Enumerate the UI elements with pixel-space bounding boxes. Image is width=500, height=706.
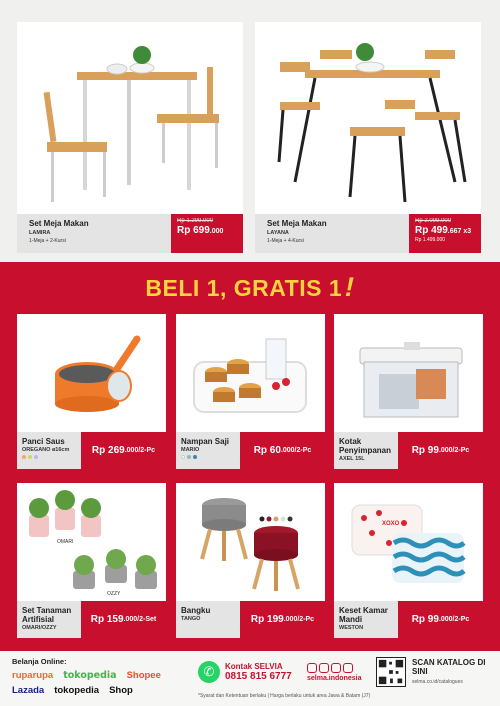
old-price: Rp 1.299.000	[177, 218, 214, 224]
product-card-set-tanaman[interactable]	[17, 483, 166, 638]
tokopedia-link[interactable]: tokopedia	[63, 670, 117, 681]
bath-mat-photo	[334, 483, 483, 601]
price-box: Rp 159 .000/2-Set	[81, 601, 166, 638]
online-stores	[12, 657, 161, 696]
product-sub: 1-Meja + 4-Kursi	[267, 238, 304, 244]
old-price: Rp 2.099.000	[415, 218, 452, 224]
product-card-bangku[interactable]	[176, 483, 325, 638]
artificial-plants-photo	[17, 483, 166, 601]
scan-url[interactable]: selma.co.id/catalogues	[412, 678, 463, 685]
ozzy-label: OZZY	[107, 591, 121, 597]
product-label-bar	[334, 601, 483, 638]
product-label-bar	[17, 214, 243, 253]
product-card-panci-saus[interactable]	[17, 314, 166, 469]
social-block[interactable]	[307, 663, 361, 682]
lazada-link[interactable]: Lazada	[12, 685, 45, 696]
contact-phone: 0815 815 6777	[225, 671, 292, 682]
footer	[0, 651, 500, 706]
product-name: Set Tanaman Artifisial	[22, 606, 72, 625]
price-box: Rp 60 .000/2-Pc	[240, 432, 325, 469]
tiktok-icon	[331, 663, 341, 673]
price-box: Rp 199 .000/2-Pc	[240, 601, 325, 638]
product-name: Set Meja Makan	[267, 219, 327, 228]
product-model: TANGO	[181, 616, 201, 623]
product-model: AXEL 15L	[339, 456, 365, 463]
product-name: Panci Saus	[22, 437, 65, 446]
facebook-icon	[319, 663, 329, 673]
qr-code-icon[interactable]	[376, 657, 406, 687]
product-model: LAMIRA	[29, 230, 51, 236]
scan-title: SCAN KATALOG DI SINI	[412, 658, 486, 676]
online-stores-title: Belanja Online:	[12, 657, 67, 666]
product-label-bar	[17, 432, 166, 469]
instagram-icon	[307, 663, 317, 673]
product-card-keset[interactable]	[334, 483, 483, 638]
youtube-icon	[343, 663, 353, 673]
social-icons	[307, 663, 361, 673]
shopee-link[interactable]: Shopee	[126, 670, 161, 681]
product-label-bar	[176, 432, 325, 469]
product-label-bar	[334, 432, 483, 469]
whatsapp-icon: ✆	[198, 661, 220, 683]
product-label-bar	[255, 214, 481, 253]
ruparupa-link[interactable]: ruparupa	[12, 670, 54, 681]
store-row-1	[12, 670, 161, 681]
product-card-nampan-saji[interactable]	[176, 314, 325, 469]
dining-set-2-chairs-photo	[17, 22, 243, 214]
scan-catalog	[412, 659, 500, 685]
storage-box-photo	[334, 314, 483, 432]
total-price: Rp 1.499.000	[415, 237, 446, 243]
price-box	[171, 214, 243, 253]
product-label-bar	[17, 601, 166, 638]
price-box	[409, 214, 481, 253]
product-card-lamira[interactable]	[17, 22, 243, 253]
product-label-bar	[176, 601, 325, 638]
price-box: Rp 269 .000/2-Pc	[81, 432, 166, 469]
product-name: Kotak Penyimpanan	[339, 437, 392, 456]
product-model: MARIO	[181, 447, 200, 454]
product-card-layana[interactable]	[255, 22, 481, 253]
product-model: LAYANA	[267, 230, 289, 236]
serving-tray-photo	[176, 314, 325, 432]
product-sub: 1-Meja + 2-Kursi	[29, 238, 66, 244]
social-handle: selma.indonesia	[307, 675, 362, 682]
saucepan-photo	[17, 314, 166, 432]
product-model: OREGANO ø16cm	[22, 447, 70, 454]
promo-headline: BELI 1, GRATIS 1!	[145, 272, 358, 302]
product-name: Set Meja Makan	[29, 219, 89, 228]
stool-photo	[176, 483, 325, 601]
omari-label: OMARI	[57, 539, 74, 545]
product-name: Nampan Saji	[181, 437, 230, 446]
disclaimer: *Syarat dan Ketentuan berlaku | Harga berlaku untuk area Jawa & Batam (J7)	[198, 693, 371, 699]
product-model: WESTON	[339, 625, 364, 632]
new-price: Rp 499.667 x3	[415, 225, 472, 236]
color-swatches	[181, 455, 240, 459]
product-card-kotak-penyimpanan[interactable]	[334, 314, 483, 469]
color-swatches	[22, 455, 81, 459]
price-box: Rp 99 .000/2-Pc	[398, 432, 483, 469]
xoxo-label: XOXO	[382, 521, 400, 527]
tokopedia-link-2[interactable]: tokopedia	[54, 685, 100, 696]
product-model: OMARI/OZZY	[22, 625, 57, 632]
tiktok-shop-link[interactable]: Shop	[109, 685, 133, 696]
new-price: Rp 699.000	[177, 225, 224, 236]
product-name: Keset Kamar Mandi	[339, 606, 388, 625]
product-name: Bangku	[181, 606, 211, 615]
contact-block[interactable]	[198, 661, 292, 683]
price-box: Rp 99 .000/2-Pc	[398, 601, 483, 638]
contact-label: Kontak SELVIA	[225, 662, 283, 671]
dining-set-4-chairs-photo	[255, 22, 481, 214]
store-row-2	[12, 685, 161, 696]
